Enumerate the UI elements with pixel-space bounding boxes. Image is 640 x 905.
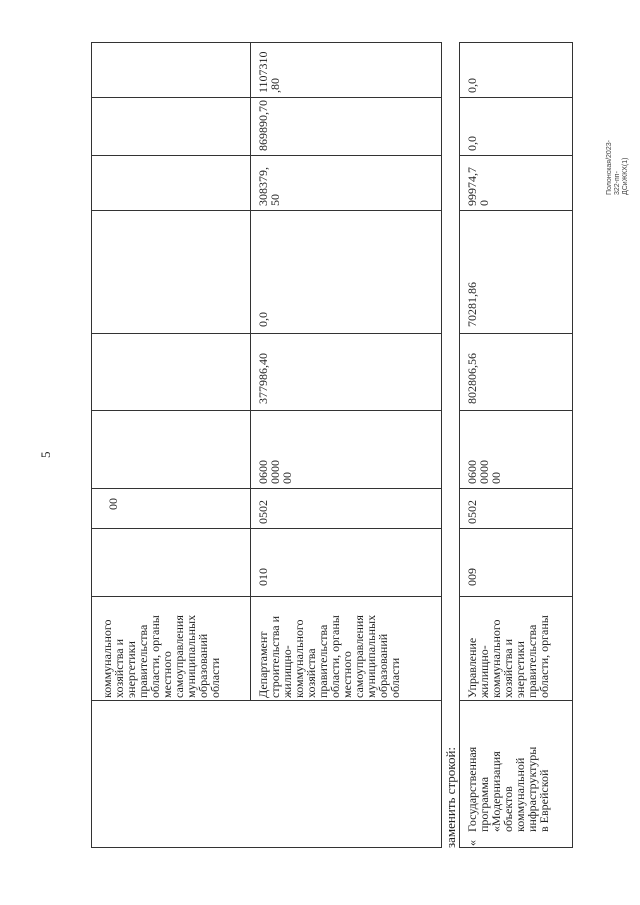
bottom-value-5: 0,0 — [465, 78, 479, 93]
replace-caption: заменить строкой: — [443, 746, 458, 848]
bottom-rzpr-code: 0502 — [465, 500, 479, 524]
bottom-value-4: 0,0 — [465, 136, 479, 151]
top-value-5: 1107310 ,80 — [256, 51, 282, 93]
page-number: 5 — [38, 451, 53, 458]
bottom-value-3: 99974,7 0 — [465, 167, 491, 206]
rzpr-code: 0502 — [256, 500, 270, 524]
top-table-frame — [91, 42, 442, 848]
footer-stamp: Полонская/2023-322-пп-ДСиЖКХ(1) — [606, 140, 629, 195]
department-name: Департамент строительства и жилищно- коммунального хозяйства правительства области, органы местного самоуправления муниципальных образований области — [256, 614, 402, 698]
bottom-csr-code: 0600 0000 00 — [465, 460, 503, 484]
program-name: Государственная программа «Модернизация объектов коммунальной инфраструктуры в Еврейской — [465, 746, 551, 832]
bottom-value-2: 70281,86 — [465, 282, 479, 327]
continued-executor-text: коммунального хозяйства и энергетики правительства области, органы местного самоуправления муниципальных образований области — [100, 614, 222, 698]
top-value-1: 377986,40 — [256, 353, 270, 404]
csr-code: 0600 0000 00 — [256, 460, 294, 484]
top-value-4: 869890,70 — [256, 100, 270, 151]
bottom-grbs-code: 009 — [465, 568, 479, 586]
bottom-table-frame — [459, 42, 573, 848]
top-value-3: 308379, 50 — [256, 167, 282, 206]
grbs-code: 010 — [256, 568, 270, 586]
top-value-2: 0,0 — [256, 312, 270, 327]
continued-code-tail: 00 — [106, 498, 120, 510]
quote-mark: « — [465, 840, 479, 846]
bottom-value-1: 802806,56 — [465, 353, 479, 404]
executor-name: Управление жилищно- коммунального хозяйства и энергетики правительства области, органы — [465, 615, 551, 698]
